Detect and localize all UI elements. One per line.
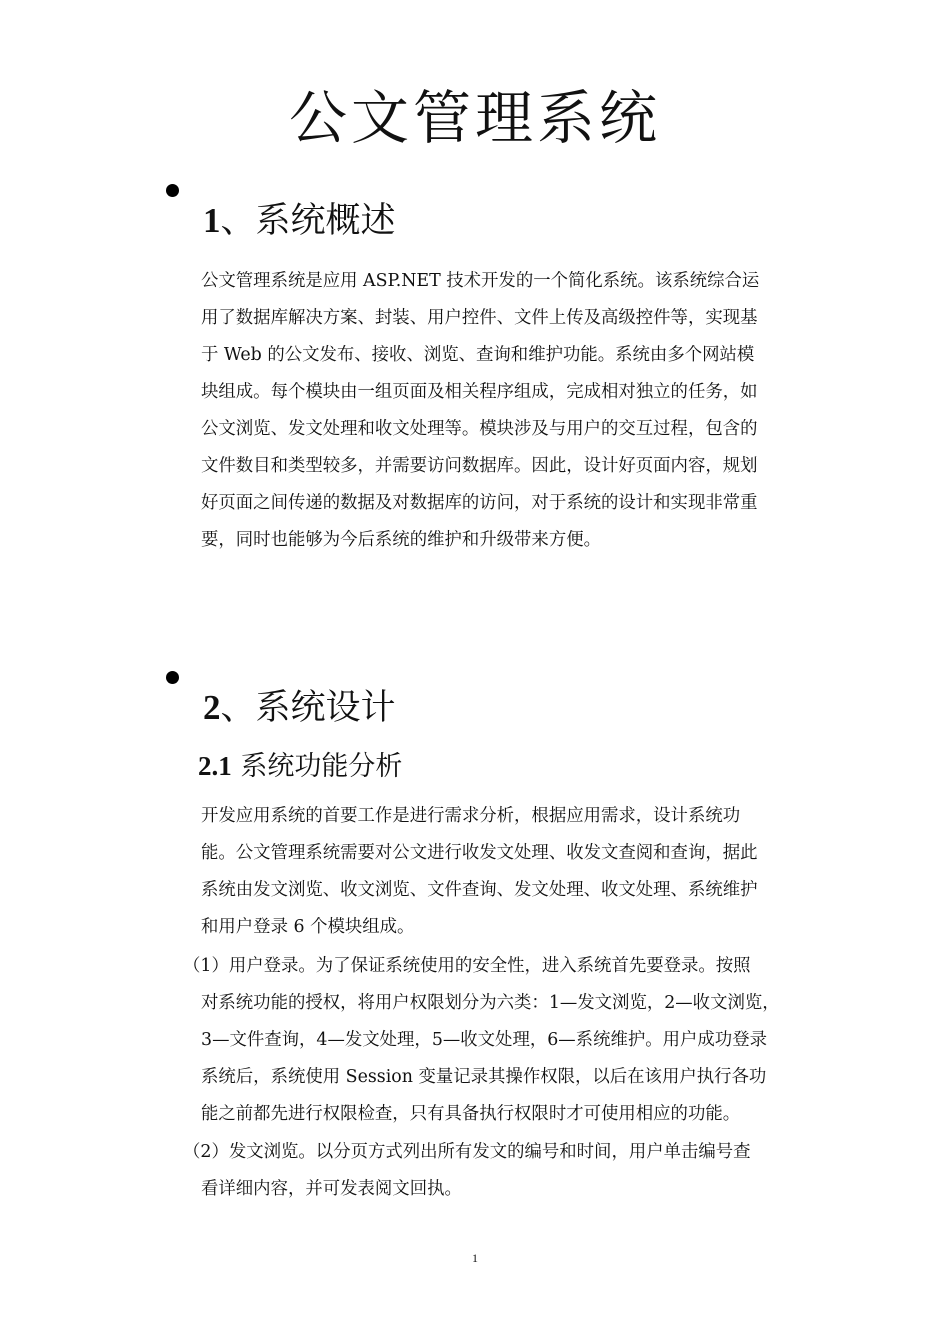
paragraph-line: 开发应用系统的首要工作是进行需求分析，根据应用需求，设计系统功 (201, 806, 741, 826)
paragraph-line: （1）用户登录。为了保证系统使用的安全性，进入系统首先要登录。按照 (183, 956, 751, 976)
paragraph-line: 好页面之间传递的数据及对数据库的访问，对于系统的设计和实现非常重 (201, 493, 758, 513)
paragraph-line: 系统由发文浏览、收文浏览、文件查询、发文处理、收文处理、系统维护 (201, 880, 758, 900)
paragraph-line: 于 Web 的公文发布、接收、浏览、查询和维护功能。系统由多个网站模 (201, 345, 755, 365)
paragraph-line: 要，同时也能够为今后系统的维护和升级带来方便。 (201, 530, 601, 550)
paragraph-line: 和用户登录 6 个模块组成。 (201, 917, 415, 937)
paragraph-line: 用了数据库解决方案、封装、用户控件、文件上传及高级控件等，实现基 (201, 308, 758, 328)
paragraph-line: （2）发文浏览。以分页方式列出所有发文的编号和时间，用户单击编号查 (183, 1142, 751, 1162)
subsection-2-1-heading (198, 747, 402, 786)
paragraph-line: 看详细内容，并可发表阅文回执。 (201, 1179, 462, 1199)
section-2-title: 、系统设计 (220, 688, 396, 728)
list-item-user-login (183, 948, 780, 1133)
paragraph-line: 公文浏览、发文处理和收文处理等。模块涉及与用户的交互过程，包含的 (201, 419, 758, 439)
section-1-title: 、系统概述 (220, 201, 396, 241)
paragraph-line: 系统后，系统使用 Session 变量记录其操作权限，以后在该用户执行各功 (201, 1067, 767, 1087)
paragraph-line: 能。公文管理系统需要对公文进行收发文处理、收发文查阅和查询，据此 (201, 843, 758, 863)
page-title: 公文管理系统 (288, 84, 661, 152)
subsection-2-1-title: 系统功能分析 (231, 751, 403, 782)
bullet-section-1 (166, 184, 179, 197)
paragraph-line: 块组成。每个模块由一组页面及相关程序组成，完成相对独立的任务，如 (201, 382, 758, 402)
section-1-paragraph (201, 263, 759, 559)
subsection-2-1-number: 2.1 (198, 751, 232, 781)
bullet-section-2 (166, 671, 179, 684)
paragraph-line: 文件数目和类型较多，并需要访问数据库。因此，设计好页面内容，规划 (201, 456, 758, 476)
section-2-heading (203, 684, 396, 732)
paragraph-line: 能之前都先进行权限检查，只有具备执行权限时才可使用相应的功能。 (201, 1104, 741, 1124)
list-item-outgoing-browse (183, 1134, 751, 1208)
subsection-2-1-intro (201, 798, 758, 946)
paragraph-line: 公文管理系统是应用 ASP.NET 技术开发的一个简化系统。该系统综合运 (201, 271, 760, 291)
section-2-number: 2 (203, 688, 221, 727)
paragraph-line: 3—文件查询，4—发文处理，5—收文处理，6—系统维护。用户成功登录 (201, 1030, 767, 1050)
paragraph-line: 对系统功能的授权，将用户权限划分为六类：1—发文浏览，2—收文浏览， (201, 993, 780, 1013)
section-1-heading (203, 197, 396, 245)
page-number: 1 (472, 1251, 478, 1265)
section-1-number: 1 (203, 201, 221, 240)
